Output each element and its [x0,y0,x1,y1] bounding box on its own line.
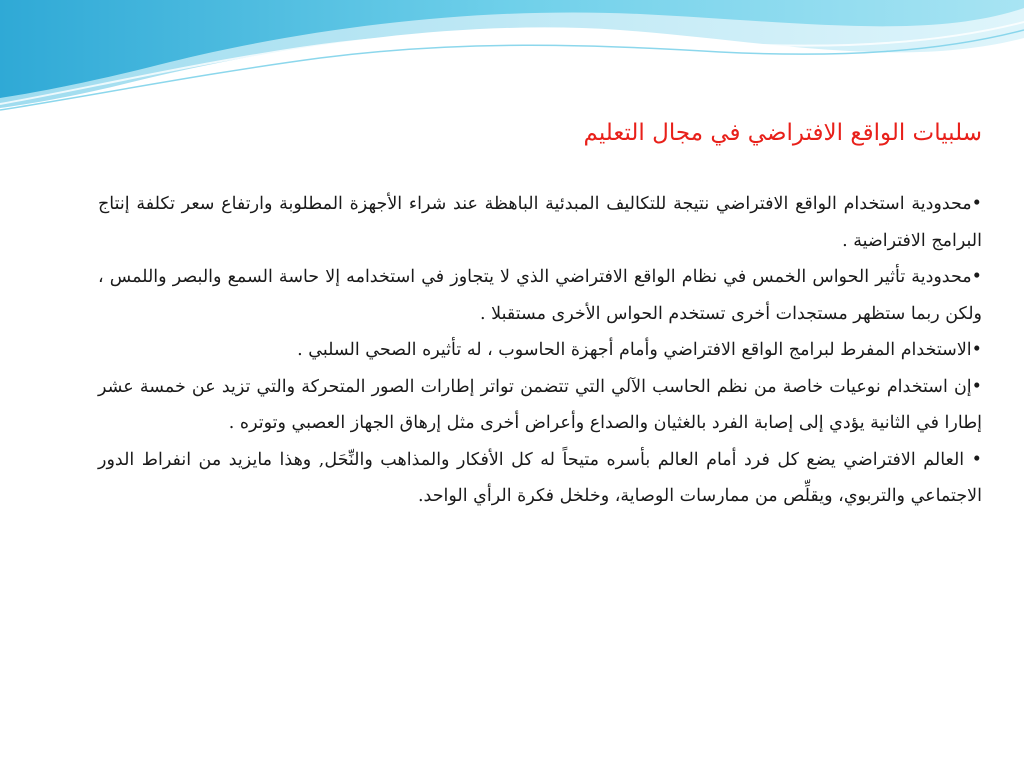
slide-content [98,186,982,515]
bullet-5: • العالم الافتراضي يضع كل فرد أمام العالم بأسره متيحاً له كل الأفكار والمذاهب والنِّحَل, وهذا مايزيد من انفراط الدور الاجتماعي والتربوي، ويقلِّص من ممارسات الوصاية، وخلخل فكرة الرأي الواحد. [98,449,982,506]
slide-title: سلبيات الواقع الافتراضي في مجال التعليم [583,120,982,146]
bullet-4: •إن استخدام نوعيات خاصة من نظم الحاسب الآلي التي تتضمن تواتر إطارات الصور المتحركة والتي تزيد عن خمسة عشر إطارا في الثانية يؤدي إلى إصابة الفرد بالغثيان والصداع وأعراض أخرى مثل إرهاق الجهاز العصبي وتوتره . [98,376,982,433]
bullet-1: •محدودية استخدام الواقع الافتراضي نتيجة للتكاليف المبدئية الباهظة عند شراء الأجهزة المطلوبة وارتفاع سعر تكلفة إنتاج البرامج الافتراضية . [98,194,982,251]
bullet-2: •محدودية تأثير الحواس الخمس في نظام الواقع الافتراضي الذي لا يتجاوز في استخدامه إلا حاسة السمع والبصر واللمس ، ولكن ربما ستظهر مستجدات أخرى تستخدم الحواس الأخرى مستقبلا . [98,267,982,324]
bullet-3: •الاستخدام المفرط لبرامج الواقع الافتراضي وأمام أجهزة الحاسوب ، له تأثيره الصحي السلبي . [297,340,982,360]
wave-header-decoration [0,0,1024,120]
